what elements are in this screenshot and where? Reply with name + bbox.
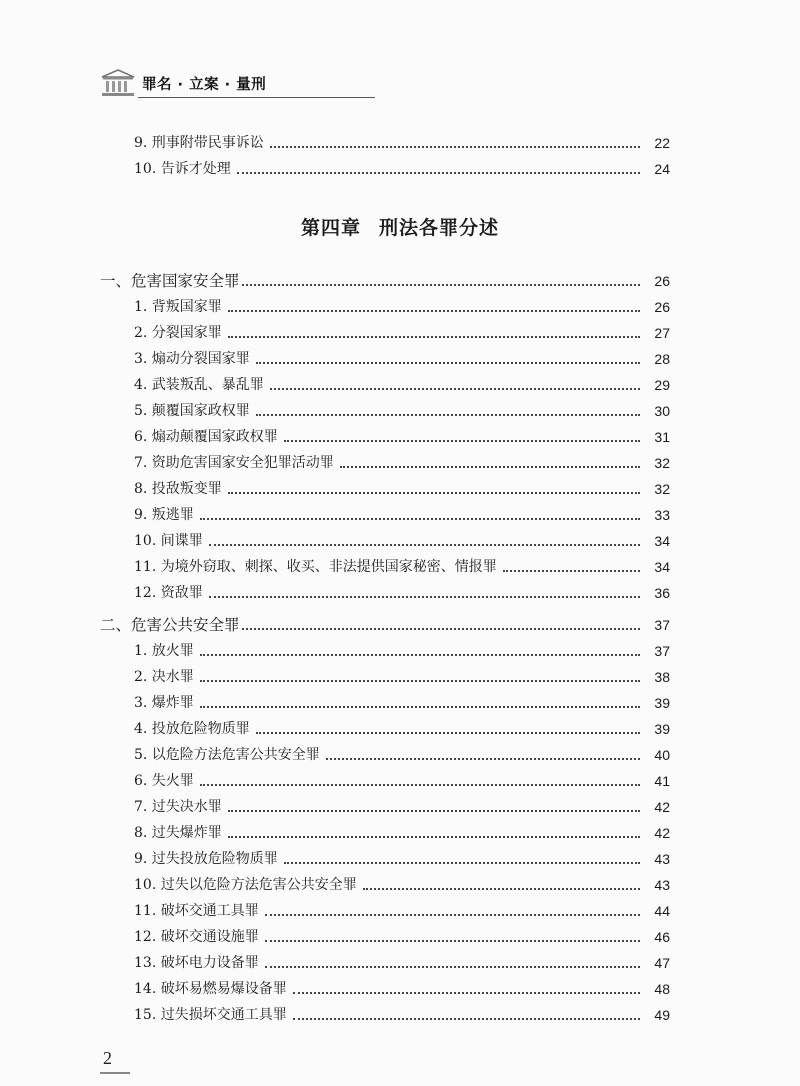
- running-head: [100, 68, 280, 100]
- toc-entry-label: 7. 资助危害国家安全犯罪活动罪: [134, 455, 334, 471]
- toc-entry[interactable]: [100, 924, 670, 946]
- toc-entry-label: 1. 放火罪: [134, 643, 194, 659]
- dot-leader: [209, 596, 640, 598]
- toc-entry-label: 4. 投放危险物质罪: [134, 721, 250, 737]
- toc-entry-page: 42: [654, 825, 670, 841]
- chapter-heading: [0, 213, 800, 240]
- dot-leader: [284, 440, 640, 442]
- toc-entry[interactable]: [100, 372, 670, 394]
- toc-entry[interactable]: [100, 716, 670, 738]
- toc-entry-page: 26: [654, 299, 670, 315]
- toc-entry[interactable]: [100, 320, 670, 342]
- toc-entry[interactable]: [100, 898, 670, 920]
- dot-leader: [256, 732, 640, 734]
- toc-entry-page: 24: [654, 161, 670, 177]
- toc-entry[interactable]: [100, 950, 670, 972]
- toc-entry-page: 22: [654, 135, 670, 151]
- dot-leader: [228, 336, 640, 338]
- toc-entry[interactable]: [100, 976, 670, 998]
- chapter-number: 第四章: [300, 217, 361, 239]
- toc-entry[interactable]: [100, 1002, 670, 1024]
- toc-entry-page: 49: [654, 1007, 670, 1023]
- toc-entry-page: 48: [654, 981, 670, 997]
- toc-entry[interactable]: [100, 450, 670, 472]
- dot-leader: [242, 284, 640, 286]
- toc-entry[interactable]: [100, 346, 670, 368]
- toc-entry[interactable]: [100, 424, 670, 446]
- toc-entry-label: 3. 煽动分裂国家罪: [134, 351, 250, 367]
- toc-entry-label: 5. 以危险方法危害公共安全罪: [134, 747, 320, 763]
- toc-entry-label: 12. 破坏交通设施罪: [134, 929, 259, 945]
- toc-entry-page: 43: [654, 851, 670, 867]
- dot-leader: [200, 654, 640, 656]
- dot-leader: [270, 146, 640, 148]
- dot-leader: [209, 544, 640, 546]
- toc-entry[interactable]: [100, 476, 670, 498]
- toc-entry[interactable]: [100, 580, 670, 602]
- toc-section-label: 一、危害国家安全罪: [100, 272, 240, 290]
- toc-entry-page: 27: [654, 325, 670, 341]
- dot-leader: [340, 466, 640, 468]
- toc-entry-label: 9. 叛逃罪: [134, 507, 194, 523]
- toc-entry[interactable]: [100, 872, 670, 894]
- toc-entry-label: 5. 颠覆国家政权罪: [134, 403, 250, 419]
- toc-entry-label: 11. 破坏交通工具罪: [134, 903, 259, 919]
- dot-leader: [228, 492, 640, 494]
- toc-entry[interactable]: [100, 294, 670, 316]
- toc-entry-label: 9. 过失投放危险物质罪: [134, 851, 278, 867]
- page-number: 2: [103, 1048, 112, 1068]
- toc-entry[interactable]: [100, 742, 670, 764]
- toc-entry[interactable]: [100, 156, 670, 178]
- toc-entry-label: 10. 间谍罪: [134, 533, 203, 549]
- toc-entry-page: 34: [654, 533, 670, 549]
- page-number-rule: [100, 1072, 130, 1074]
- toc-entry-page: 37: [654, 643, 670, 659]
- toc-entry-label: 11. 为境外窃取、刺探、收买、非法提供国家秘密、情报罪: [134, 559, 497, 575]
- toc-entry[interactable]: [100, 638, 670, 660]
- toc-entry[interactable]: [100, 690, 670, 712]
- running-head-rule: [138, 97, 375, 98]
- toc-entry[interactable]: [100, 130, 670, 152]
- toc-entry-page: 44: [654, 903, 670, 919]
- toc-entry-label: 7. 过失决水罪: [134, 799, 222, 815]
- dot-leader: [237, 172, 640, 174]
- toc-entry-page: 39: [654, 695, 670, 711]
- toc-section-page: 26: [654, 273, 670, 289]
- toc-entry-page: 38: [654, 669, 670, 685]
- toc-entry-label: 8. 过失爆炸罪: [134, 825, 222, 841]
- toc-entry-page: 28: [654, 351, 670, 367]
- dot-leader: [242, 628, 640, 630]
- running-head-title: 罪名 · 立案 · 量刑: [142, 77, 267, 93]
- chapter-title: 刑法各罪分述: [379, 217, 500, 239]
- toc-entry[interactable]: [100, 528, 670, 550]
- toc-entry-label: 12. 资敌罪: [134, 585, 203, 601]
- dot-leader: [200, 706, 640, 708]
- toc-entry-label: 10. 过失以危险方法危害公共安全罪: [134, 877, 357, 893]
- dot-leader: [326, 758, 640, 760]
- toc-entry[interactable]: [100, 502, 670, 524]
- toc-entry-label: 3. 爆炸罪: [134, 695, 194, 711]
- toc-entry-page: 46: [654, 929, 670, 945]
- toc-section-page: 37: [654, 617, 670, 633]
- toc-entry-label: 6. 煽动颠覆国家政权罪: [134, 429, 278, 445]
- dot-leader: [228, 310, 640, 312]
- dot-leader: [265, 940, 640, 942]
- classical-building-icon: [100, 68, 136, 98]
- dot-leader: [270, 388, 640, 390]
- toc-entry-label: 4. 武装叛乱、暴乱罪: [134, 377, 264, 393]
- toc-entry-page: 32: [654, 481, 670, 497]
- dot-leader: [503, 570, 640, 572]
- toc-entry-label: 2. 决水罪: [134, 669, 194, 685]
- toc-entry-page: 43: [654, 877, 670, 893]
- toc-entry-page: 32: [654, 455, 670, 471]
- toc-entry[interactable]: [100, 820, 670, 842]
- dot-leader: [200, 680, 640, 682]
- toc-entry-page: 30: [654, 403, 670, 419]
- dot-leader: [200, 784, 640, 786]
- toc-section[interactable]: [100, 612, 670, 634]
- toc-entry-page: 47: [654, 955, 670, 971]
- dot-leader: [256, 414, 640, 416]
- toc-entry-page: 29: [654, 377, 670, 393]
- toc-entry-label: 6. 失火罪: [134, 773, 194, 789]
- dot-leader: [293, 1018, 640, 1020]
- toc-entry-page: 40: [654, 747, 670, 763]
- toc-section[interactable]: [100, 268, 670, 290]
- toc-entry-label: 2. 分裂国家罪: [134, 325, 222, 341]
- dot-leader: [284, 862, 640, 864]
- toc-section-label: 二、危害公共安全罪: [100, 616, 240, 634]
- toc-entry-label: 9. 刑事附带民事诉讼: [134, 135, 264, 151]
- toc-entry-label: 8. 投敌叛变罪: [134, 481, 222, 497]
- toc-entry[interactable]: [100, 768, 670, 790]
- toc-entry-label: 13. 破坏电力设备罪: [134, 955, 259, 971]
- toc-entry-page: 31: [654, 429, 670, 445]
- toc-entry[interactable]: [100, 794, 670, 816]
- toc-entry-label: 15. 过失损坏交通工具罪: [134, 1007, 287, 1023]
- toc-entry[interactable]: [100, 554, 670, 576]
- toc-entry-page: 42: [654, 799, 670, 815]
- dot-leader: [265, 914, 640, 916]
- dot-leader: [293, 992, 640, 994]
- toc-entry-label: 14. 破坏易燃易爆设备罪: [134, 981, 287, 997]
- dot-leader: [200, 518, 640, 520]
- toc-entry[interactable]: [100, 846, 670, 868]
- toc-entry-page: 33: [654, 507, 670, 523]
- toc-entry-page: 39: [654, 721, 670, 737]
- toc-entry-label: 10. 告诉才处理: [134, 161, 231, 177]
- dot-leader: [256, 362, 640, 364]
- dot-leader: [363, 888, 640, 890]
- toc-entry-page: 41: [654, 773, 670, 789]
- dot-leader: [228, 836, 640, 838]
- toc-entry-label: 1. 背叛国家罪: [134, 299, 222, 315]
- toc-entry-page: 36: [654, 585, 670, 601]
- toc-entry-page: 34: [654, 559, 670, 575]
- toc-entry[interactable]: [100, 398, 670, 420]
- dot-leader: [228, 810, 640, 812]
- dot-leader: [265, 966, 640, 968]
- toc-entry[interactable]: [100, 664, 670, 686]
